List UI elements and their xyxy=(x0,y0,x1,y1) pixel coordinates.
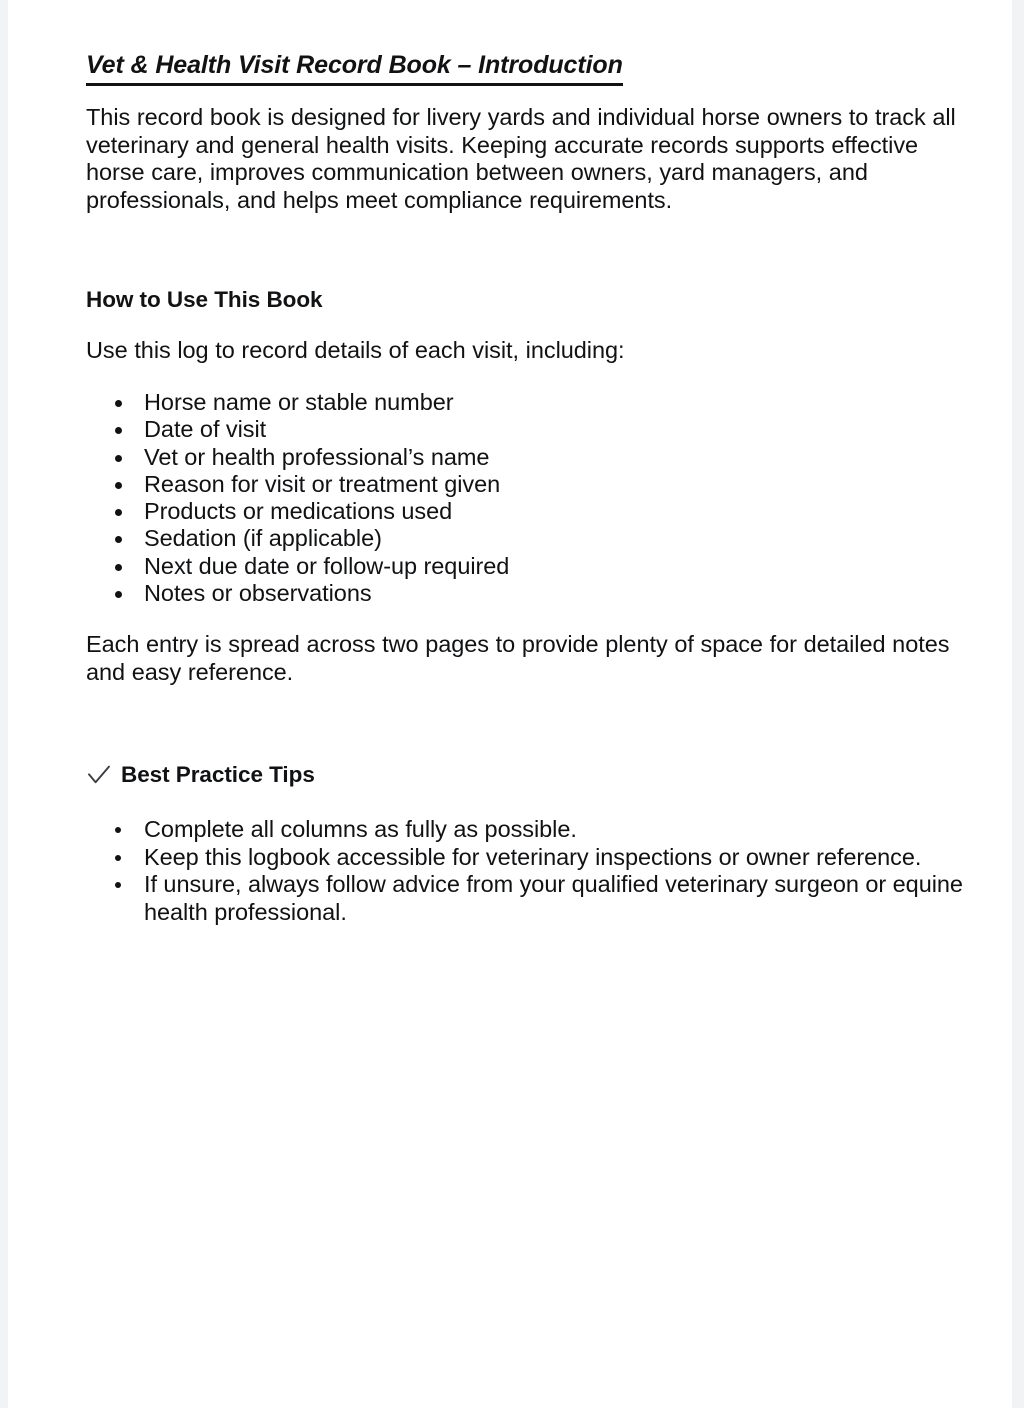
list-item-label: Next due date or follow-up required xyxy=(144,552,510,579)
bullet-point-icon xyxy=(115,482,122,489)
list-item xyxy=(86,498,970,525)
best-practice-list xyxy=(86,816,970,926)
best-practice-heading: Best Practice Tips xyxy=(121,762,315,787)
list-item xyxy=(86,389,970,416)
list-item xyxy=(86,444,970,471)
list-item-label: Keep this logbook accessible for veterinary inspections or owner reference. xyxy=(144,843,922,870)
best-practice-heading-row xyxy=(86,762,315,788)
list-item xyxy=(86,525,970,552)
list-item xyxy=(86,816,970,844)
how-to-use-list xyxy=(86,389,970,607)
bullet-point-icon xyxy=(115,455,122,462)
page-title: Vet & Health Visit Record Book – Introduction xyxy=(86,51,623,86)
bullet-point-icon xyxy=(115,427,122,434)
list-item-label: Reason for visit or treatment given xyxy=(144,470,501,497)
bullet-point-icon xyxy=(115,536,122,543)
closing-paragraph: Each entry is spread across two pages to provide plenty of space for detailed notes and easy reference. xyxy=(86,631,950,685)
bullet-point-icon xyxy=(115,882,121,888)
bullet-point-icon xyxy=(115,564,122,571)
how-to-use-heading: How to Use This Book xyxy=(86,287,323,312)
list-item-label: Complete all columns as fully as possible. xyxy=(144,816,577,842)
list-item xyxy=(86,553,970,580)
bullet-point-icon xyxy=(115,591,122,598)
list-item xyxy=(86,471,970,498)
list-item-label: Horse name or stable number xyxy=(144,389,454,415)
list-item-label: Notes or observations xyxy=(144,580,372,607)
list-item-label: Date of visit xyxy=(144,416,267,443)
list-item xyxy=(86,580,970,607)
list-item xyxy=(86,844,970,872)
list-item-label: If unsure, always follow advice from your qualified veterinary surgeon or equine health professional. xyxy=(144,871,963,925)
list-item-label: Sedation (if applicable) xyxy=(144,525,382,552)
check-mark-icon xyxy=(86,762,112,788)
list-item-label: Vet or health professional’s name xyxy=(144,443,490,470)
list-item xyxy=(86,416,970,443)
bullet-point-icon xyxy=(115,827,121,833)
document-page xyxy=(8,0,1012,1408)
bullet-point-icon xyxy=(115,400,122,407)
bullet-point-icon xyxy=(115,855,121,861)
how-to-use-lead-in: Use this log to record details of each visit, including: xyxy=(86,337,625,363)
bullet-point-icon xyxy=(115,509,122,516)
list-item-label: Products or medications used xyxy=(144,498,453,525)
intro-paragraph: This record book is designed for livery yards and individual horse owners to track all veterinary and general health visits. Keeping accurate records supports effective horse care, improves communication between owners, yard managers, and professionals, and helps meet compliance requirements. xyxy=(86,104,956,213)
list-item xyxy=(86,871,970,926)
